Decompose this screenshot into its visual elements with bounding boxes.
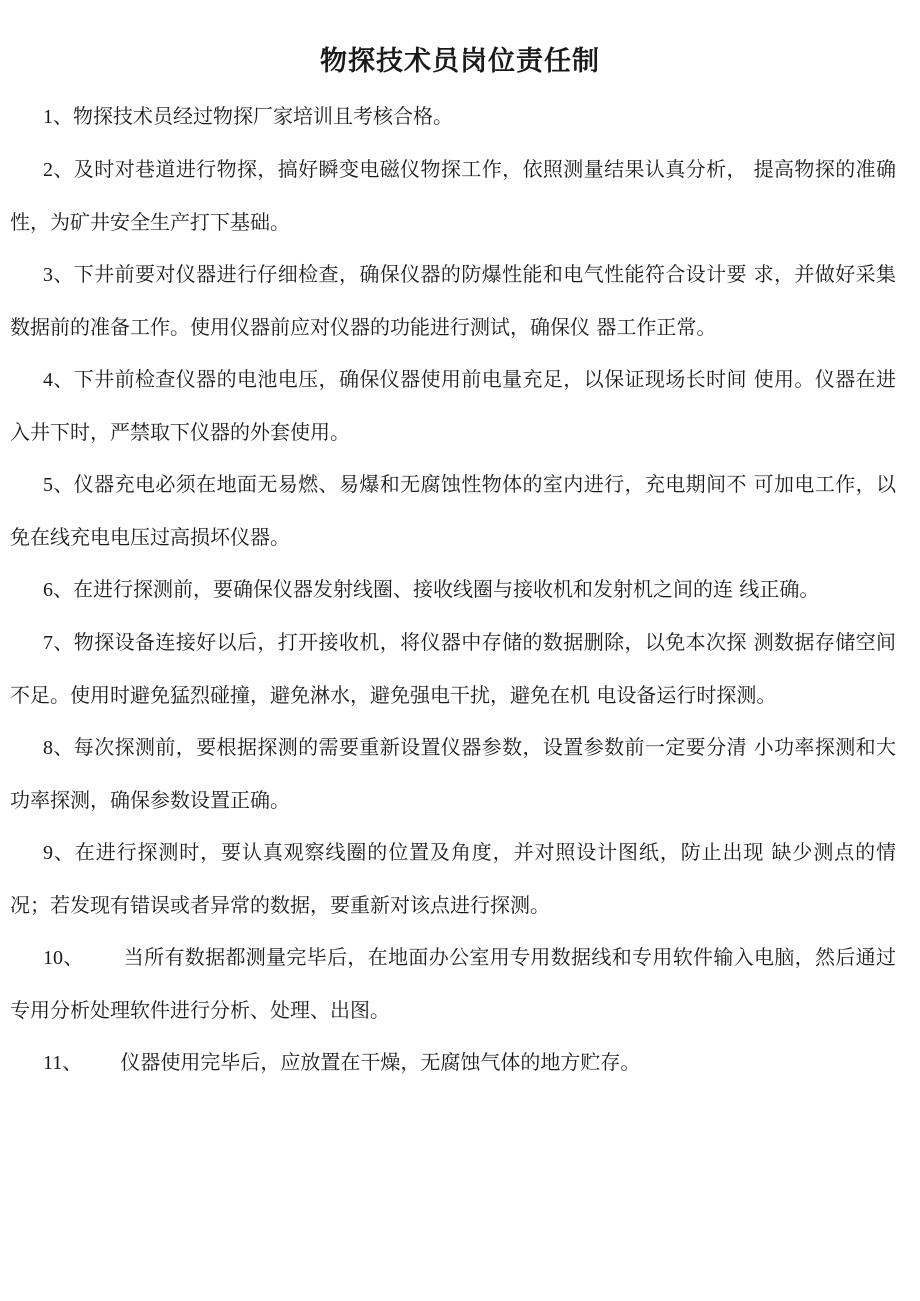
paragraph-5	[10, 458, 896, 563]
item-text: 下井前要对仪器进行仔细检查，确保仪器的防爆性能和电气性能符合设计要 求，并做好采集数据前的准备工作。使用仪器前应对仪器的功能进行测试，确保仪 器工作正常。	[10, 262, 897, 339]
paragraph-3	[10, 248, 896, 353]
paragraph-4	[10, 353, 896, 458]
item-gap	[84, 945, 124, 969]
paragraph-9	[10, 826, 896, 931]
item-number: 3、	[43, 264, 74, 286]
item-text: 在进行探测前，要确保仪器发射线圈、接收线圈与接收机和发射机之间的连 线正确。	[73, 577, 820, 601]
item-text: 下井前检查仪器的电池电压，确保仪器使用前电量充足，以保证现场长时间 使用。仪器在进入井下时，严禁取下仪器的外套使用。	[10, 367, 897, 444]
item-text: 在进行探测时，要认真观察线圈的位置及角度，并对照设计图纸，防止出现 缺少测点的情况；若发现有错误或者异常的数据，要重新对该点进行探测。	[10, 840, 897, 917]
paragraph-7	[10, 616, 896, 721]
item-text: 物探设备连接好以后，打开接收机，将仪器中存储的数据删除，以免本次探 测数据存储空间不足。使用时避免猛烈碰撞，避免淋水，避免强电干扰，避免在机 电设备运行时探测。	[10, 630, 897, 707]
item-text: 及时对巷道进行物探，搞好瞬变电磁仪物探工作，依照测量结果认真分析， 提高物探的准确性，为矿井安全生产打下基础。	[10, 157, 897, 234]
item-text: 仪器使用完毕后，应放置在干燥，无腐蚀气体的地方贮存。	[120, 1050, 641, 1074]
item-number: 11、	[43, 1052, 83, 1074]
item-number: 7、	[43, 632, 74, 654]
item-text: 当所有数据都测量完毕后，在地面办公室用专用数据线和专用软件输入电脑，然后通过专用分析处理软件进行分析、处理、出图。	[10, 945, 897, 1022]
paragraph-11	[10, 1036, 896, 1089]
paragraph-8	[10, 721, 896, 826]
paragraph-6	[10, 563, 896, 616]
item-text: 仪器充电必须在地面无易燃、易爆和无腐蚀性物体的室内进行，充电期间不 可加电工作，以免在线充电电压过高损坏仪器。	[10, 472, 897, 549]
item-gap	[82, 1050, 120, 1074]
item-number: 5、	[43, 474, 74, 496]
item-number: 9、	[43, 842, 75, 864]
item-number: 2、	[43, 159, 74, 181]
paragraph-1	[10, 90, 896, 143]
item-number: 1、	[43, 106, 73, 128]
item-number: 4、	[43, 369, 74, 391]
document-body	[10, 90, 896, 1089]
item-number: 10、	[43, 947, 84, 969]
document-title: 物探技术员岗位责任制	[320, 46, 600, 77]
item-number: 8、	[43, 737, 74, 759]
paragraph-2	[10, 143, 896, 248]
paragraph-10	[10, 931, 896, 1036]
item-number: 6、	[43, 579, 73, 601]
item-text: 每次探测前，要根据探测的需要重新设置仪器参数，设置参数前一定要分清 小功率探测和大功率探测，确保参数设置正确。	[10, 735, 897, 812]
item-text: 物探技术员经过物探厂家培训且考核合格。	[73, 104, 453, 128]
